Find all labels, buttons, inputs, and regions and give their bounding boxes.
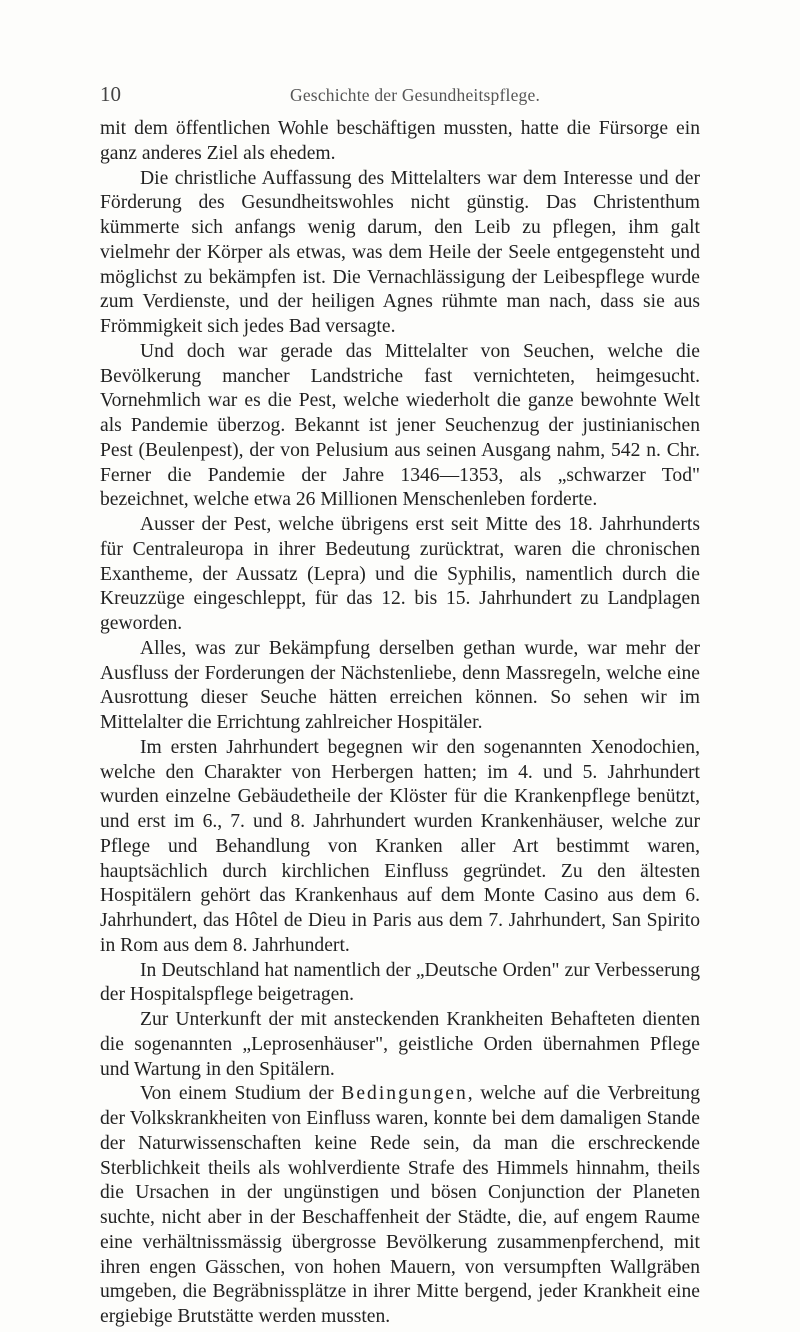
paragraph-continuation: mit dem öffentlichen Wohle beschäftigen mussten, hatte die Fürsorge ein ganz anderes Ziel als ehedem. <box>100 118 700 164</box>
paragraph-plagues: Und doch war gerade das Mittelalter von Seuchen, welche die Bevölkerung mancher Landstriche fast vernichteten, heimgesucht. Vornehmlich war es die Pest, welche wiederholt die ganze bewohnte Welt als Pandemie überzog. Bekannt ist jener Seuchenzug der justinianischen Pest (Beulenpest), der von Pelusium aus seinen Ausgang nahm, 542 n. Chr. Ferner die Pandemie der Jahre 1346—1353, als „schwarzer Tod" bezeichnet, welche etwa 26 Millionen Menschenleben forderte. <box>100 340 700 511</box>
paragraph-conditions-start: Von einem Studium der <box>140 1083 342 1105</box>
paragraph-hospitals-intro: Alles, was zur Bekämpfung derselben gethan wurde, war mehr der Ausfluss der Forderungen der Nächstenliebe, denn Massregeln, welche eine Ausrottung dieser Seuche hätten erreichen können. So sehen wir im Mittelalter die Errichtung zahlreicher Hospitäler. <box>100 637 700 733</box>
paragraph-christian-view: Die christliche Auffassung des Mittelalters war dem Interesse und der Förderung des Gesundheitswohles nicht günstig. Das Christenthum kümmerte sich anfangs wenig darum, den Leib zu pflegen, ihm galt vielmehr der Körper als etwas, was dem Heile der Seele entgegensteht und möglichst zu bekämpfen ist. Die Vernachlässigung der Leibespflege wurde zum Verdienste, und der heiligen Agnes rühmte man nach, dass sie aus Frömmigkeit sich jedes Bad versagte. <box>100 167 700 337</box>
paragraph-german-order: In Deutschland hat namentlich der „Deutsche Orden" zur Verbesserung der Hospitalspflege beigetragen. <box>100 959 700 1006</box>
paragraph-conditions <box>100 1082 700 1330</box>
running-title: Geschichte der Gesundheitspflege. <box>290 85 541 105</box>
paragraph-leprosaria: Zur Unterkunft der mit ansteckenden Krankheiten Behafteten dienten die sogenannten „Leprosenhäuser", geistliche Orden übernahmen Pflege und Wartung in den Spitälern. <box>100 1009 700 1080</box>
paragraph-hospital-history: Im ersten Jahrhundert begegnen wir den sogenannten Xenodochien, welche den Charakter von Herbergen hatten; im 4. und 5. Jahrhundert wurden einzelne Gebäudetheile der Klöster für die Krankenpflege benützt, und erst im 6., 7. und 8. Jahrhundert wurden Krankenhäuser, welche zur Pflege und Behandlung von Kranken aller Art bestimmt waren, hauptsächlich durch kirchlichen Einfluss gegründet. Zu den ältesten Hospitälern gehört das Krankenhaus auf dem Monte Casino aus dem 6. Jahrhundert, das Hôtel de Dieu in Paris aus dem 7. Jahrhundert, San Spirito in Rom aus dem 8. Jahrhundert. <box>100 736 700 956</box>
paragraph-conditions-rest: , welche auf die Verbreitung der Volkskrankheiten von Einfluss waren, konnte bei dem damaligen Stande der Naturwissenschaften keine Rede sein, da man die erschreckende Sterblichkeit theils als wohlverdiente Strafe des Himmels hinnahm, theils die Ursachen in der ungünstigen und bösen Conjunction der Planeten suchte, nicht aber in der Beschaffenheit der Städte, die, auf engem Raume eine verhältnissmässig übergrosse Bevölkerung zusammenpferchend, mit ihren engen Gässchen, von hohen Mauern, von versumpften Wallgräben umgeben, die Begräbnissplätze in ihrer Mitte bergend, jeder Krankheit eine ergiebige Brutstätte werden mussten. <box>100 1083 700 1327</box>
page-header <box>100 82 700 106</box>
paragraph-other-diseases: Ausser der Pest, welche übrigens erst seit Mitte des 18. Jahrhunderts für Centraleuropa in ihrer Bedeutung zurücktrat, waren die chronischen Exantheme, der Aussatz (Lepra) und die Syphilis, namentlich durch die Kreuzzüge eingeschleppt, für das 12. bis 15. Jahrhundert zu Landplagen geworden. <box>100 514 700 634</box>
page-number: 10 <box>100 82 121 106</box>
body-text <box>100 117 700 1330</box>
emphasized-word: Bedingungen <box>341 1083 468 1105</box>
